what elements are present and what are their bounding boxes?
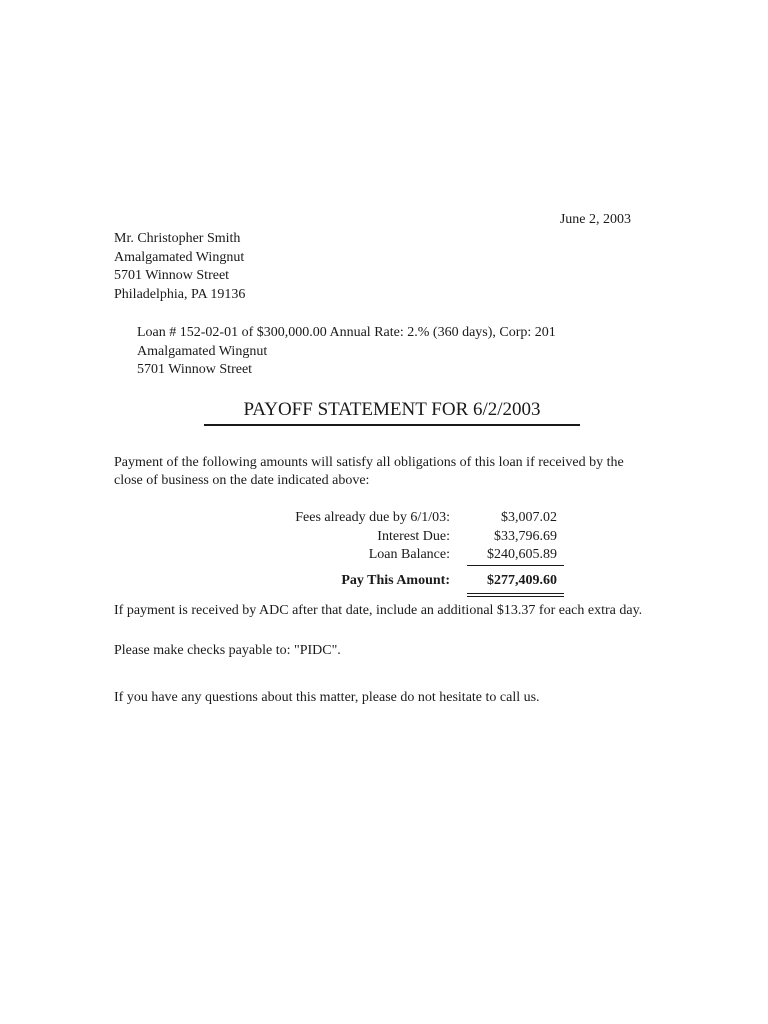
intro-paragraph: Payment of the following amounts will satisfy all obligations of this loan if received by the close of business on the date indicated above: — [114, 455, 624, 488]
interest-value: $33,796.69 — [494, 529, 557, 544]
loan-street: 5701 Winnow Street — [137, 362, 253, 377]
checks-payable-line: Please make checks payable to: "PIDC". — [114, 643, 341, 658]
fees-value: $3,007.02 — [501, 510, 557, 525]
letter-date: June 2, 2003 — [559, 212, 631, 227]
fees-label: Fees already due by 6/1/03: — [295, 510, 450, 525]
loan-line: Loan # 152-02-01 of $300,000.00 Annual Rate: 2.% (360 days), Corp: 201 — [137, 325, 556, 340]
recipient-name: Mr. Christopher Smith — [114, 231, 241, 246]
balance-underline — [467, 565, 564, 566]
balance-label: Loan Balance: — [368, 547, 450, 562]
additional-charge-paragraph: If payment is received by ADC after that date, include an additional $13.37 for each extra day. — [114, 603, 643, 618]
loan-company: Amalgamated Wingnut — [137, 343, 268, 359]
recipient-company: Amalgamated Wingnut — [114, 249, 245, 265]
recipient-address — [114, 230, 245, 304]
total-label: Pay This Amount: — [341, 573, 450, 588]
recipient-street: 5701 Winnow Street — [114, 268, 230, 283]
statement-title: PAYOFF STATEMENT FOR 6/2/2003 — [204, 398, 580, 426]
balance-value: $240,605.89 — [487, 547, 557, 562]
total-value: $277,409.60 — [487, 573, 557, 588]
recipient-city-state-zip: Philadelphia, PA 19136 — [114, 286, 246, 302]
questions-line: If you have any questions about this matter, please do not hesitate to call us. — [114, 690, 540, 705]
loan-details — [137, 324, 556, 380]
total-double-underline — [467, 593, 564, 597]
interest-label: Interest Due: — [377, 529, 450, 544]
